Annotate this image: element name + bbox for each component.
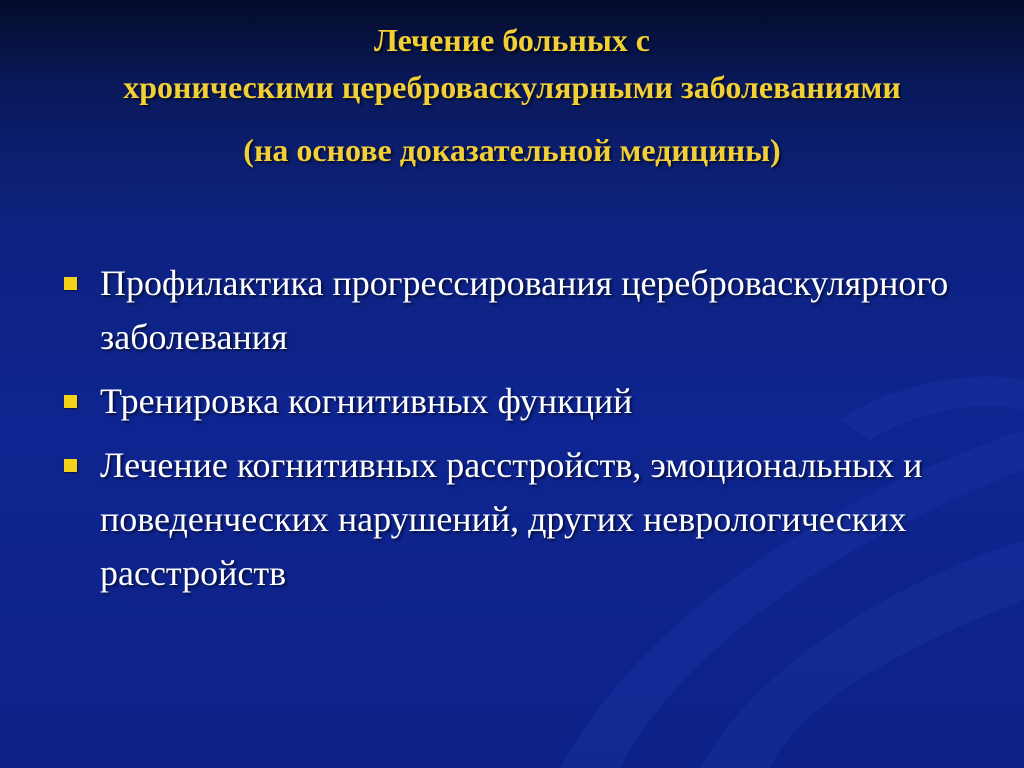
bullet-item-prevention — [62, 256, 992, 364]
bullet-text: Профилактика прогрессирования цереброваскулярного заболевания — [100, 263, 949, 357]
bullet-text: Лечение когнитивных расстройств, эмоциональных и поведенческих нарушений, других неврологических расстройств — [100, 445, 923, 593]
slide-title-line-1: Лечение больных с — [373, 22, 650, 58]
slide-title-line-2: хроническими цереброваскулярными заболеваниями — [123, 69, 901, 105]
bullet-item-cognitive-training — [62, 374, 992, 428]
square-bullet-icon — [64, 277, 77, 290]
bullet-text: Тренировка когнитивных функций — [100, 381, 633, 421]
square-bullet-icon — [64, 459, 77, 472]
bullet-list — [62, 256, 992, 610]
bullet-item-treatment — [62, 438, 992, 600]
slide-subtitle: (на основе доказательной медицины) — [243, 132, 781, 168]
square-bullet-icon — [64, 395, 77, 408]
